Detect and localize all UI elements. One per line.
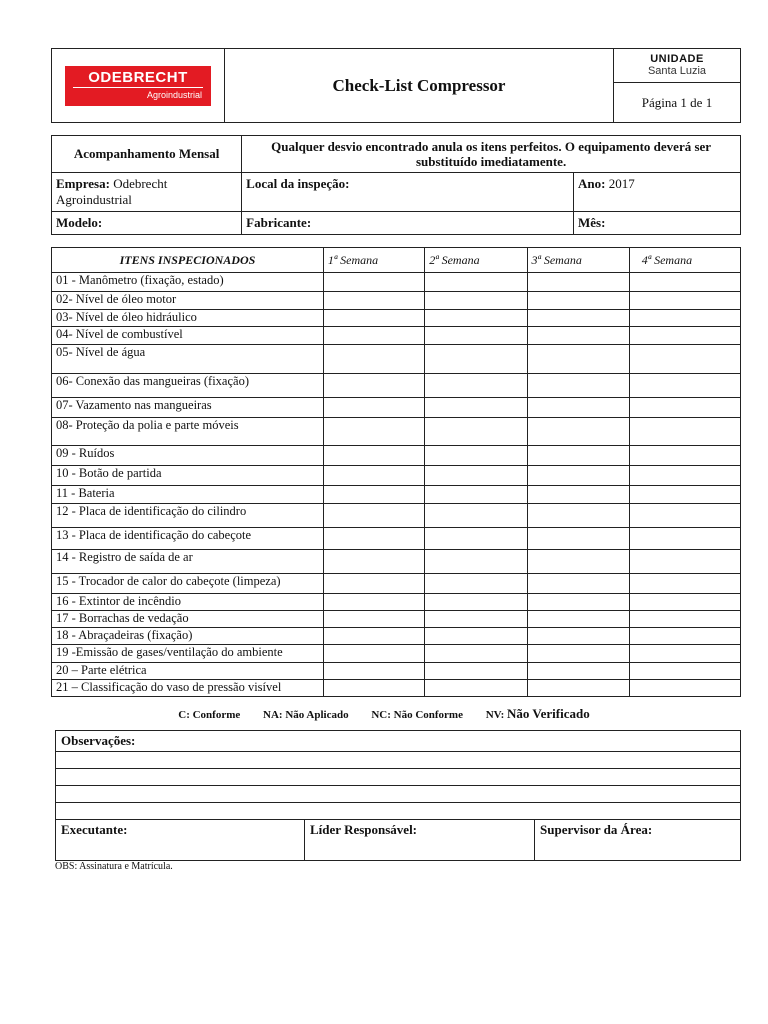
week-4-check-cell[interactable] (629, 550, 740, 574)
signature-table (55, 730, 741, 861)
week-4-check-cell[interactable] (629, 398, 740, 418)
legend-nao-aplicado: NA: Não Aplicado (263, 709, 349, 721)
week-4-check-cell[interactable] (629, 611, 740, 628)
week-2-check-cell[interactable] (425, 374, 527, 398)
model-label: Modelo: (52, 212, 242, 235)
table-row (52, 574, 741, 594)
item-label: 06- Conexão das mangueiras (fixação) (52, 374, 324, 398)
week-4-check-cell[interactable] (629, 292, 740, 310)
header-week-3: 3ª Semana (527, 248, 629, 273)
supervisor-label: Supervisor da Área: (535, 820, 741, 861)
table-row (52, 550, 741, 574)
week-2-check-cell[interactable] (425, 273, 527, 292)
logo-divider (73, 87, 203, 88)
item-label: 18 - Abraçadeiras (fixação) (52, 628, 324, 645)
items-body (52, 273, 741, 697)
week-4-check-cell[interactable] (629, 628, 740, 645)
week-1-check-cell[interactable] (323, 486, 424, 504)
week-1-check-cell[interactable] (323, 310, 424, 327)
item-label: 08- Proteção da polia e parte móveis (52, 418, 324, 446)
observations-line-3 (56, 786, 741, 803)
week-1-check-cell[interactable] (323, 273, 424, 292)
table-row (52, 418, 741, 446)
table-row (52, 528, 741, 550)
monitoring-label: Acompanhamento Mensal (52, 136, 242, 173)
week-4-check-cell[interactable] (629, 504, 740, 528)
logo-cell (52, 49, 225, 123)
table-row (52, 310, 741, 327)
week-1-check-cell[interactable] (323, 504, 424, 528)
logo-brand: ODEBRECHT (88, 68, 188, 86)
header-week-1: 1ª Semana (323, 248, 424, 273)
observations-label: Observações: (56, 731, 741, 752)
week-2-check-cell[interactable] (425, 292, 527, 310)
week-3-check-cell[interactable] (527, 550, 629, 574)
item-label: 13 - Placa de identificação do cabeçote (52, 528, 324, 550)
location-label: Local da inspeção: (242, 173, 574, 212)
month-label: Mês: (574, 212, 741, 235)
table-row (52, 628, 741, 645)
week-2-check-cell[interactable] (425, 680, 527, 697)
item-label: 20 – Parte elétrica (52, 663, 324, 680)
week-2-check-cell[interactable] (425, 528, 527, 550)
signature-note: OBS: Assinatura e Matrícula. (55, 861, 173, 872)
item-label: 21 – Classificação do vaso de pressão visível (52, 680, 324, 697)
item-label: 14 - Registro de saída de ar (52, 550, 324, 574)
week-3-check-cell[interactable] (527, 594, 629, 611)
item-label: 19 -Emissão de gases/ventilação do ambiente (52, 645, 324, 663)
week-1-check-cell[interactable] (323, 574, 424, 594)
observations-line-4 (56, 803, 741, 820)
item-label: 07- Vazamento nas mangueiras (52, 398, 324, 418)
table-row (52, 486, 741, 504)
header-items: ITENS INSPECIONADOS (52, 248, 324, 273)
week-2-check-cell[interactable] (425, 504, 527, 528)
week-2-check-cell[interactable] (425, 574, 527, 594)
info-table (51, 135, 741, 235)
table-row (52, 446, 741, 466)
week-3-check-cell[interactable] (527, 446, 629, 466)
week-2-check-cell[interactable] (425, 611, 527, 628)
week-4-check-cell[interactable] (629, 486, 740, 504)
week-2-check-cell[interactable] (425, 398, 527, 418)
week-3-check-cell[interactable] (527, 611, 629, 628)
item-label: 15 - Trocador de calor do cabeçote (limpeza) (52, 574, 324, 594)
week-1-check-cell[interactable] (323, 374, 424, 398)
legend-nv-label: NV: (485, 709, 505, 721)
unit-value: Santa Luzia (647, 65, 707, 77)
unit-label: UNIDADE (650, 53, 704, 65)
week-2-check-cell[interactable] (425, 327, 527, 345)
week-1-check-cell[interactable] (323, 327, 424, 345)
week-2-check-cell[interactable] (425, 446, 527, 466)
company-value: Odebrecht Agroindustrial (56, 176, 168, 207)
item-label: 12 - Placa de identificação do cilindro (52, 504, 324, 528)
week-2-check-cell[interactable] (425, 310, 527, 327)
week-4-check-cell[interactable] (629, 374, 740, 398)
item-label: 02- Nível de óleo motor (52, 292, 324, 310)
week-3-check-cell[interactable] (527, 310, 629, 327)
week-1-check-cell[interactable] (323, 594, 424, 611)
company-cell (52, 173, 242, 212)
week-2-check-cell[interactable] (425, 345, 527, 374)
table-row (52, 374, 741, 398)
week-4-check-cell[interactable] (629, 345, 740, 374)
week-3-check-cell[interactable] (527, 574, 629, 594)
table-row (52, 327, 741, 345)
week-1-check-cell[interactable] (323, 466, 424, 486)
table-row (52, 680, 741, 697)
week-1-check-cell[interactable] (323, 645, 424, 663)
week-3-check-cell[interactable] (527, 486, 629, 504)
item-label: 11 - Bateria (52, 486, 324, 504)
week-4-check-cell[interactable] (629, 680, 740, 697)
week-3-check-cell[interactable] (527, 398, 629, 418)
table-row (52, 611, 741, 628)
week-2-check-cell[interactable] (425, 594, 527, 611)
week-1-check-cell[interactable] (323, 418, 424, 446)
week-3-check-cell[interactable] (527, 345, 629, 374)
week-1-check-cell[interactable] (323, 345, 424, 374)
week-4-check-cell[interactable] (629, 574, 740, 594)
week-4-check-cell[interactable] (629, 273, 740, 292)
week-2-check-cell[interactable] (425, 486, 527, 504)
week-2-check-cell[interactable] (425, 628, 527, 645)
week-1-check-cell[interactable] (323, 398, 424, 418)
week-4-check-cell[interactable] (629, 446, 740, 466)
table-row (52, 663, 741, 680)
week-3-check-cell[interactable] (527, 645, 629, 663)
week-2-check-cell[interactable] (425, 418, 527, 446)
item-label: 10 - Botão de partida (52, 466, 324, 486)
week-3-check-cell[interactable] (527, 528, 629, 550)
week-1-check-cell[interactable] (323, 628, 424, 645)
week-3-check-cell[interactable] (527, 418, 629, 446)
year-value: 2017 (608, 176, 635, 191)
table-row (52, 594, 741, 611)
table-row (52, 466, 741, 486)
week-3-check-cell[interactable] (527, 466, 629, 486)
week-3-check-cell[interactable] (527, 663, 629, 680)
header-table (51, 48, 741, 123)
maker-label: Fabricante: (242, 212, 574, 235)
week-1-check-cell[interactable] (323, 550, 424, 574)
legend-nao-verificado (485, 706, 590, 721)
week-3-check-cell[interactable] (527, 292, 629, 310)
observations-line-1 (56, 752, 741, 769)
week-4-check-cell[interactable] (629, 418, 740, 446)
item-label: 17 - Borrachas de vedação (52, 611, 324, 628)
week-2-check-cell[interactable] (425, 663, 527, 680)
legend (0, 706, 768, 722)
week-3-check-cell[interactable] (527, 374, 629, 398)
week-1-check-cell[interactable] (323, 611, 424, 628)
page-number: Página 1 de 1 (614, 83, 741, 123)
week-1-check-cell[interactable] (323, 663, 424, 680)
year-cell (574, 173, 741, 212)
week-2-check-cell[interactable] (425, 550, 527, 574)
table-row (52, 504, 741, 528)
week-1-check-cell[interactable] (323, 680, 424, 697)
week-4-check-cell[interactable] (629, 663, 740, 680)
company-label: Empresa: (56, 176, 110, 191)
header-week-4: 4ª Semana (629, 248, 740, 273)
page-title: Check-List Compressor (225, 49, 614, 123)
table-row (52, 398, 741, 418)
item-label: 03- Nível de óleo hidráulico (52, 310, 324, 327)
odebrecht-logo (65, 66, 211, 106)
year-label: Ano: (578, 176, 606, 191)
week-4-check-cell[interactable] (629, 466, 740, 486)
week-4-check-cell[interactable] (629, 310, 740, 327)
legend-conforme: C: Conforme (178, 709, 241, 721)
legend-nao-conforme: NC: Não Conforme (371, 709, 463, 721)
week-1-check-cell[interactable] (323, 446, 424, 466)
notice-text: Qualquer desvio encontrado anula os itens perfeitos. O equipamento deverá ser substituído imediatamente. (242, 136, 741, 173)
week-3-check-cell[interactable] (527, 628, 629, 645)
week-2-check-cell[interactable] (425, 645, 527, 663)
week-3-check-cell[interactable] (527, 680, 629, 697)
week-4-check-cell[interactable] (629, 645, 740, 663)
week-4-check-cell[interactable] (629, 528, 740, 550)
item-label: 01 - Manômetro (fixação, estado) (52, 273, 324, 292)
week-2-check-cell[interactable] (425, 466, 527, 486)
items-header-row (52, 248, 741, 273)
logo-division: Agroindustrial (146, 89, 202, 100)
table-row (52, 273, 741, 292)
week-1-check-cell[interactable] (323, 292, 424, 310)
week-4-check-cell[interactable] (629, 327, 740, 345)
table-row (52, 345, 741, 374)
item-label: 09 - Ruídos (52, 446, 324, 466)
week-3-check-cell[interactable] (527, 327, 629, 345)
week-3-check-cell[interactable] (527, 504, 629, 528)
leader-label: Líder Responsável: (305, 820, 535, 861)
inspection-items-table (51, 247, 741, 697)
item-label: 04- Nível de combustível (52, 327, 324, 345)
week-1-check-cell[interactable] (323, 528, 424, 550)
item-label: 16 - Extintor de incêndio (52, 594, 324, 611)
table-row (52, 292, 741, 310)
legend-nv-value: Não Verificado (507, 706, 590, 721)
observations-line-2 (56, 769, 741, 786)
executor-label: Executante: (56, 820, 305, 861)
header-week-2: 2ª Semana (425, 248, 527, 273)
week-4-check-cell[interactable] (629, 594, 740, 611)
table-row (52, 645, 741, 663)
unit-cell (614, 49, 741, 83)
week-3-check-cell[interactable] (527, 273, 629, 292)
item-label: 05- Nível de água (52, 345, 324, 374)
